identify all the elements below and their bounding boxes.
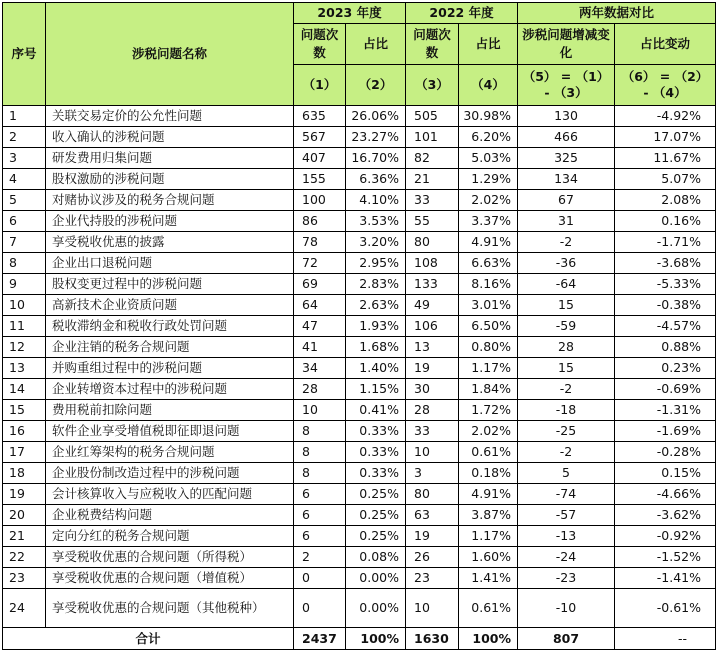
- table-row: [3, 190, 716, 211]
- row-index: 19: [3, 484, 46, 505]
- count-2023: 34: [294, 358, 346, 379]
- issue-name: 并购重组过程中的涉税问题: [46, 358, 294, 379]
- row-index: 6: [3, 211, 46, 232]
- row-index: 17: [3, 442, 46, 463]
- row-index: 3: [3, 148, 46, 169]
- total-diff-count: 807: [518, 628, 615, 650]
- share-2022: 1.29%: [459, 169, 518, 190]
- table-row: [3, 421, 716, 442]
- diff-count: 15: [518, 358, 615, 379]
- row-index: 9: [3, 274, 46, 295]
- table-row: [3, 568, 716, 589]
- count-2022: 106: [406, 316, 459, 337]
- share-2023: 0.00%: [346, 568, 406, 589]
- share-2022: 6.20%: [459, 127, 518, 148]
- share-2022: 1.17%: [459, 526, 518, 547]
- diff-count: -23: [518, 568, 615, 589]
- issue-name: 享受税收优惠的披露: [46, 232, 294, 253]
- header-col-5: （5） = （1） - （3）: [518, 65, 615, 106]
- diff-share: 11.67%: [615, 148, 716, 169]
- table-row: [3, 442, 716, 463]
- row-index: 24: [3, 589, 46, 628]
- share-2023: 0.25%: [346, 505, 406, 526]
- header-row-years: [3, 3, 716, 24]
- share-2022: 4.91%: [459, 232, 518, 253]
- share-2022: 6.50%: [459, 316, 518, 337]
- row-index: 13: [3, 358, 46, 379]
- share-2023: 0.25%: [346, 484, 406, 505]
- row-index: 5: [3, 190, 46, 211]
- diff-share: -1.31%: [615, 400, 716, 421]
- issue-name: 企业税费结构问题: [46, 505, 294, 526]
- count-2022: 108: [406, 253, 459, 274]
- table-row: [3, 169, 716, 190]
- total-row: [3, 628, 716, 650]
- count-2023: 567: [294, 127, 346, 148]
- diff-count: 130: [518, 106, 615, 127]
- issue-name: 股权激励的涉税问题: [46, 169, 294, 190]
- diff-share: -1.69%: [615, 421, 716, 442]
- share-2022: 2.02%: [459, 190, 518, 211]
- header-diff-share: 占比变动: [615, 24, 716, 65]
- count-2022: 80: [406, 484, 459, 505]
- diff-share: -0.28%: [615, 442, 716, 463]
- share-2022: 1.41%: [459, 568, 518, 589]
- header-compare: 两年数据对比: [518, 3, 716, 24]
- share-2022: 1.17%: [459, 358, 518, 379]
- share-2022: 1.60%: [459, 547, 518, 568]
- total-share-2022: 100%: [459, 628, 518, 650]
- table-row: [3, 358, 716, 379]
- table-row: [3, 253, 716, 274]
- share-2023: 6.36%: [346, 169, 406, 190]
- table-row: [3, 148, 716, 169]
- header-col-1: （1）: [294, 65, 346, 106]
- share-2023: 3.20%: [346, 232, 406, 253]
- share-2023: 1.93%: [346, 316, 406, 337]
- table-body: [3, 106, 716, 628]
- row-index: 23: [3, 568, 46, 589]
- count-2023: 86: [294, 211, 346, 232]
- diff-count: -36: [518, 253, 615, 274]
- count-2022: 19: [406, 526, 459, 547]
- count-2023: 78: [294, 232, 346, 253]
- row-index: 7: [3, 232, 46, 253]
- share-2023: 0.33%: [346, 463, 406, 484]
- issue-name: 定向分红的税务合规问题: [46, 526, 294, 547]
- count-2023: 6: [294, 505, 346, 526]
- diff-count: -2: [518, 232, 615, 253]
- total-label: 合计: [3, 628, 294, 650]
- share-2022: 6.63%: [459, 253, 518, 274]
- issue-name: 企业股份制改造过程中的涉税问题: [46, 463, 294, 484]
- row-index: 18: [3, 463, 46, 484]
- count-2022: 33: [406, 190, 459, 211]
- diff-share: -0.69%: [615, 379, 716, 400]
- diff-count: -57: [518, 505, 615, 526]
- diff-share: -4.57%: [615, 316, 716, 337]
- issue-name: 企业代持股的涉税问题: [46, 211, 294, 232]
- diff-count: 31: [518, 211, 615, 232]
- share-2023: 4.10%: [346, 190, 406, 211]
- row-index: 10: [3, 295, 46, 316]
- share-2023: 16.70%: [346, 148, 406, 169]
- count-2022: 13: [406, 337, 459, 358]
- share-2022: 1.72%: [459, 400, 518, 421]
- share-2022: 30.98%: [459, 106, 518, 127]
- share-2023: 0.08%: [346, 547, 406, 568]
- table-row: [3, 589, 716, 628]
- diff-share: -1.41%: [615, 568, 716, 589]
- table-row: [3, 526, 716, 547]
- table-row: [3, 337, 716, 358]
- tax-issues-table: [2, 2, 716, 650]
- share-2023: 0.25%: [346, 526, 406, 547]
- count-2023: 8: [294, 463, 346, 484]
- header-2022: 2022 年度: [406, 3, 518, 24]
- issue-name: 费用税前扣除问题: [46, 400, 294, 421]
- header-count-2022: 问题次数: [406, 24, 459, 65]
- count-2022: 28: [406, 400, 459, 421]
- header-col-4: （4）: [459, 65, 518, 106]
- diff-count: -64: [518, 274, 615, 295]
- issue-name: 企业注销的税务合规问题: [46, 337, 294, 358]
- diff-share: -1.52%: [615, 547, 716, 568]
- share-2023: 1.40%: [346, 358, 406, 379]
- header-count-2023: 问题次数: [294, 24, 346, 65]
- count-2023: 69: [294, 274, 346, 295]
- diff-share: -1.71%: [615, 232, 716, 253]
- diff-count: 28: [518, 337, 615, 358]
- count-2022: 26: [406, 547, 459, 568]
- count-2023: 8: [294, 421, 346, 442]
- table-row: [3, 547, 716, 568]
- count-2023: 155: [294, 169, 346, 190]
- table-row: [3, 505, 716, 526]
- table-row: [3, 211, 716, 232]
- diff-share: 0.23%: [615, 358, 716, 379]
- count-2023: 10: [294, 400, 346, 421]
- header-diff-count: 涉税问题增减变化: [518, 24, 615, 65]
- share-2023: 0.41%: [346, 400, 406, 421]
- issue-name: 研发费用归集问题: [46, 148, 294, 169]
- header-col-3: （3）: [406, 65, 459, 106]
- share-2022: 2.02%: [459, 421, 518, 442]
- diff-share: -3.62%: [615, 505, 716, 526]
- diff-share: 5.07%: [615, 169, 716, 190]
- share-2022: 0.61%: [459, 442, 518, 463]
- row-index: 22: [3, 547, 46, 568]
- share-2023: 1.15%: [346, 379, 406, 400]
- table-row: [3, 484, 716, 505]
- count-2023: 28: [294, 379, 346, 400]
- row-index: 14: [3, 379, 46, 400]
- count-2022: 101: [406, 127, 459, 148]
- count-2022: 10: [406, 442, 459, 463]
- row-index: 21: [3, 526, 46, 547]
- count-2022: 30: [406, 379, 459, 400]
- table-row: [3, 400, 716, 421]
- issue-name: 对赌协议涉及的税务合规问题: [46, 190, 294, 211]
- issue-name: 企业红筹架构的税务合规问题: [46, 442, 294, 463]
- table-row: [3, 232, 716, 253]
- row-index: 1: [3, 106, 46, 127]
- row-index: 20: [3, 505, 46, 526]
- count-2022: 80: [406, 232, 459, 253]
- diff-count: -24: [518, 547, 615, 568]
- table-row: [3, 463, 716, 484]
- table-row: [3, 106, 716, 127]
- issue-name: 会计核算收入与应税收入的匹配问题: [46, 484, 294, 505]
- row-index: 8: [3, 253, 46, 274]
- share-2022: 3.87%: [459, 505, 518, 526]
- count-2023: 64: [294, 295, 346, 316]
- diff-share: -0.38%: [615, 295, 716, 316]
- header-seq: 序号: [3, 3, 46, 106]
- table-row: [3, 127, 716, 148]
- total-share-2023: 100%: [346, 628, 406, 650]
- count-2023: 8: [294, 442, 346, 463]
- share-2023: 0.33%: [346, 421, 406, 442]
- header-share-2022: 占比: [459, 24, 518, 65]
- issue-name: 享受税收优惠的合规问题（增值税）: [46, 568, 294, 589]
- share-2022: 0.18%: [459, 463, 518, 484]
- count-2023: 0: [294, 589, 346, 628]
- share-2022: 0.80%: [459, 337, 518, 358]
- count-2023: 6: [294, 526, 346, 547]
- diff-count: -74: [518, 484, 615, 505]
- share-2023: 0.33%: [346, 442, 406, 463]
- total-diff-share: --: [615, 628, 716, 650]
- header-col-6: （6） = （2） - （4）: [615, 65, 716, 106]
- share-2023: 1.68%: [346, 337, 406, 358]
- share-2023: 2.63%: [346, 295, 406, 316]
- diff-count: -2: [518, 442, 615, 463]
- diff-count: 466: [518, 127, 615, 148]
- header-share-2023: 占比: [346, 24, 406, 65]
- row-index: 12: [3, 337, 46, 358]
- row-index: 4: [3, 169, 46, 190]
- count-2023: 407: [294, 148, 346, 169]
- header-col-2: （2）: [346, 65, 406, 106]
- diff-share: -4.92%: [615, 106, 716, 127]
- diff-share: 0.88%: [615, 337, 716, 358]
- diff-count: -59: [518, 316, 615, 337]
- diff-share: 2.08%: [615, 190, 716, 211]
- share-2022: 0.61%: [459, 589, 518, 628]
- row-index: 15: [3, 400, 46, 421]
- count-2022: 33: [406, 421, 459, 442]
- diff-share: 17.07%: [615, 127, 716, 148]
- share-2023: 2.83%: [346, 274, 406, 295]
- count-2022: 21: [406, 169, 459, 190]
- total-count-2023: 2437: [294, 628, 346, 650]
- count-2023: 47: [294, 316, 346, 337]
- count-2022: 82: [406, 148, 459, 169]
- issue-name: 关联交易定价的公允性问题: [46, 106, 294, 127]
- issue-name: 高新技术企业资质问题: [46, 295, 294, 316]
- diff-count: 5: [518, 463, 615, 484]
- count-2023: 41: [294, 337, 346, 358]
- header-2023: 2023 年度: [294, 3, 406, 24]
- count-2022: 55: [406, 211, 459, 232]
- diff-count: -18: [518, 400, 615, 421]
- total-count-2022: 1630: [406, 628, 459, 650]
- diff-share: -5.33%: [615, 274, 716, 295]
- count-2023: 6: [294, 484, 346, 505]
- count-2023: 100: [294, 190, 346, 211]
- diff-count: -10: [518, 589, 615, 628]
- share-2022: 3.01%: [459, 295, 518, 316]
- issue-name: 企业出口退税问题: [46, 253, 294, 274]
- count-2022: 133: [406, 274, 459, 295]
- count-2022: 63: [406, 505, 459, 526]
- share-2022: 5.03%: [459, 148, 518, 169]
- share-2023: 0.00%: [346, 589, 406, 628]
- row-index: 2: [3, 127, 46, 148]
- diff-count: 134: [518, 169, 615, 190]
- table-row: [3, 274, 716, 295]
- share-2023: 26.06%: [346, 106, 406, 127]
- diff-share: -0.61%: [615, 589, 716, 628]
- issue-name: 享受税收优惠的合规问题（所得税）: [46, 547, 294, 568]
- share-2022: 8.16%: [459, 274, 518, 295]
- header-name: 涉税问题名称: [46, 3, 294, 106]
- issue-name: 税收滞纳金和税收行政处罚问题: [46, 316, 294, 337]
- diff-share: -0.92%: [615, 526, 716, 547]
- count-2023: 0: [294, 568, 346, 589]
- count-2023: 635: [294, 106, 346, 127]
- row-index: 16: [3, 421, 46, 442]
- diff-count: -2: [518, 379, 615, 400]
- count-2022: 19: [406, 358, 459, 379]
- issue-name: 软件企业享受增值税即征即退问题: [46, 421, 294, 442]
- issue-name: 收入确认的涉税问题: [46, 127, 294, 148]
- share-2023: 23.27%: [346, 127, 406, 148]
- count-2022: 49: [406, 295, 459, 316]
- count-2022: 23: [406, 568, 459, 589]
- issue-name: 享受税收优惠的合规问题（其他税种）: [46, 589, 294, 628]
- share-2023: 3.53%: [346, 211, 406, 232]
- diff-count: -25: [518, 421, 615, 442]
- diff-count: 325: [518, 148, 615, 169]
- share-2022: 3.37%: [459, 211, 518, 232]
- share-2022: 4.91%: [459, 484, 518, 505]
- diff-count: -13: [518, 526, 615, 547]
- count-2023: 2: [294, 547, 346, 568]
- count-2022: 3: [406, 463, 459, 484]
- issue-name: 企业转增资本过程中的涉税问题: [46, 379, 294, 400]
- table-row: [3, 379, 716, 400]
- diff-share: 0.15%: [615, 463, 716, 484]
- share-2023: 2.95%: [346, 253, 406, 274]
- share-2022: 1.84%: [459, 379, 518, 400]
- count-2022: 10: [406, 589, 459, 628]
- diff-count: 67: [518, 190, 615, 211]
- diff-share: 0.16%: [615, 211, 716, 232]
- table-row: [3, 295, 716, 316]
- row-index: 11: [3, 316, 46, 337]
- count-2022: 505: [406, 106, 459, 127]
- diff-count: 15: [518, 295, 615, 316]
- diff-share: -4.66%: [615, 484, 716, 505]
- diff-share: -3.68%: [615, 253, 716, 274]
- issue-name: 股权变更过程中的涉税问题: [46, 274, 294, 295]
- count-2023: 72: [294, 253, 346, 274]
- table-row: [3, 316, 716, 337]
